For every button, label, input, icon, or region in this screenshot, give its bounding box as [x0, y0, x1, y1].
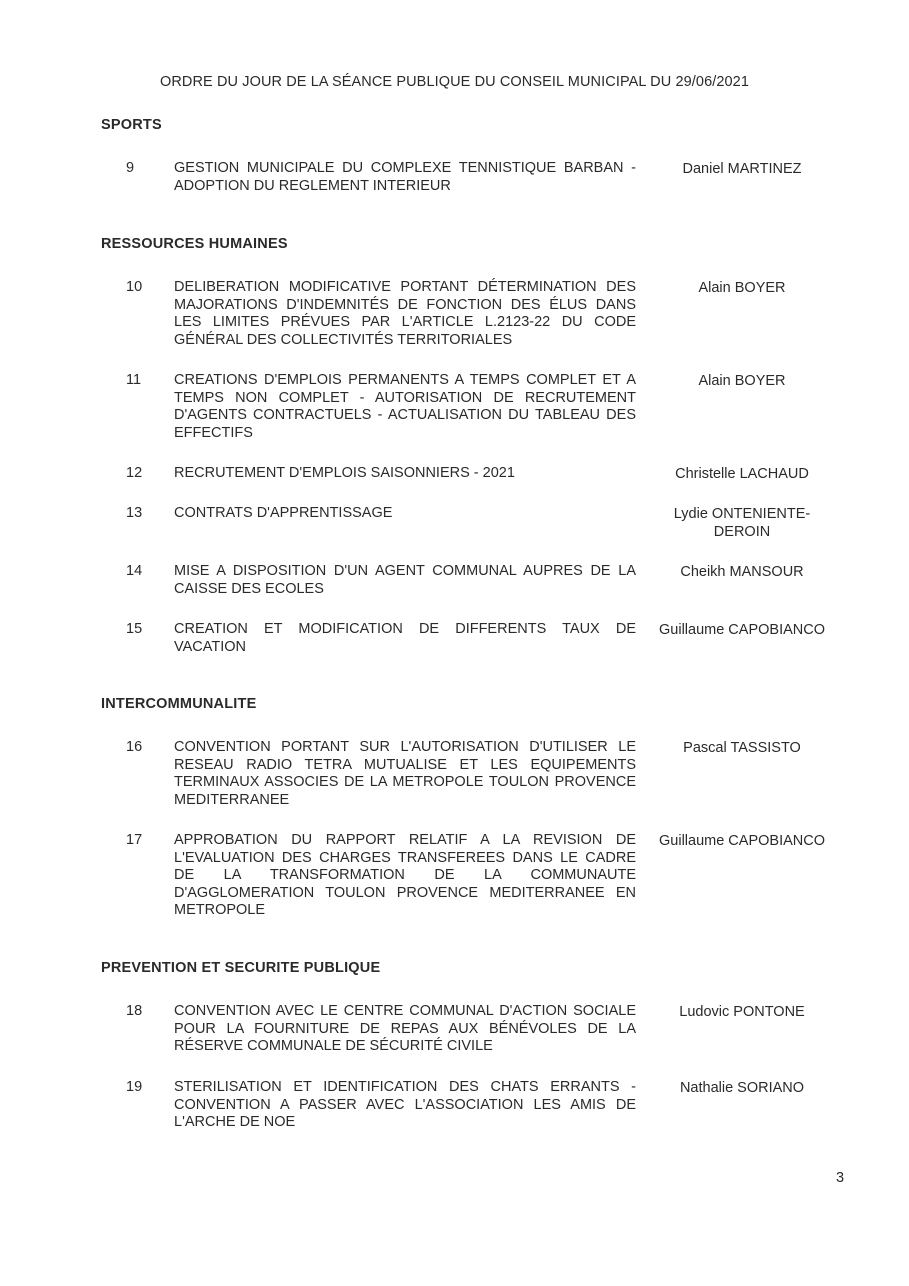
item-number: 12 — [126, 465, 143, 481]
item-title: DELIBERATION MODIFICATIVE PORTANT DÉTERMINATION DES MAJORATIONS D'INDEMNITÉS DE FONCTION DES ÉLUS DANS LES LIMITES PRÉVUES PAR L'ARTICLE L.2123-22 DU CODE GÉNÉRAL DES COLLECTIVITÉS TERRITORIALES — [174, 279, 636, 348]
item-number: 10 — [126, 279, 143, 295]
item-number: 17 — [126, 832, 143, 848]
item-number: 9 — [126, 160, 135, 176]
section-title-intercommunalite: INTERCOMMUNALITE — [101, 696, 257, 712]
item-number: 15 — [126, 621, 143, 637]
item-speaker: Nathalie SORIANO — [679, 1080, 805, 1096]
item-number: 11 — [126, 372, 142, 388]
item-speaker: Guillaume CAPOBIANCO — [659, 833, 825, 849]
item-speaker: Ludovic PONTONE — [679, 1004, 805, 1020]
item-number: 14 — [126, 563, 143, 579]
item-title: CONVENTION PORTANT SUR L'AUTORISATION D'UTILISER LE RESEAU RADIO TETRA MUTUALISE ET LES EQUIPEMENTS TERMINAUX ASSOCIES DE LA METROPOLE TOULON PROVENCE MEDITERRANEE — [174, 739, 636, 808]
page-number: 3 — [836, 1170, 845, 1186]
item-title: RECRUTEMENT D'EMPLOIS SAISONNIERS - 2021 — [174, 465, 515, 481]
item-number: 13 — [126, 505, 143, 521]
item-title: CONTRATS D'APPRENTISSAGE — [174, 505, 393, 521]
item-speaker: Alain BOYER — [698, 373, 786, 389]
item-speaker: Guillaume CAPOBIANCO — [659, 622, 825, 638]
item-speaker: Pascal TASSISTO — [683, 740, 801, 756]
item-number: 16 — [126, 739, 143, 755]
item-title: STERILISATION ET IDENTIFICATION DES CHATS ERRANTS - CONVENTION A PASSER AVEC L'ASSOCIATION LES AMIS DE L'ARCHE DE NOE — [174, 1079, 636, 1130]
item-speaker: Christelle LACHAUD — [675, 466, 809, 482]
item-title: GESTION MUNICIPALE DU COMPLEXE TENNISTIQUE BARBAN - ADOPTION DU REGLEMENT INTERIEUR — [174, 160, 636, 194]
item-title: MISE A DISPOSITION D'UN AGENT COMMUNAL AUPRES DE LA CAISSE DES ECOLES — [174, 563, 636, 597]
section-title-sports: SPORTS — [101, 117, 162, 133]
page-header: ORDRE DU JOUR DE LA SÉANCE PUBLIQUE DU CONSEIL MUNICIPAL DU 29/06/2021 — [159, 74, 750, 90]
item-speaker: Daniel MARTINEZ — [682, 161, 802, 177]
item-title: CONVENTION AVEC LE CENTRE COMMUNAL D'ACTION SOCIALE POUR LA FOURNITURE DE REPAS AUX BÉNÉVOLES DE LA RÉSERVE COMMUNALE DE SÉCURITÉ CIVILE — [174, 1003, 636, 1054]
item-speaker: Alain BOYER — [698, 280, 786, 296]
item-speaker: Lydie ONTENIENTE-DEROIN — [673, 506, 811, 540]
item-number: 18 — [126, 1003, 143, 1019]
section-title-prevention-securite: PREVENTION ET SECURITE PUBLIQUE — [101, 960, 381, 976]
section-title-ressources-humaines: RESSOURCES HUMAINES — [101, 236, 288, 252]
item-title: APPROBATION DU RAPPORT RELATIF A LA REVISION DE L'EVALUATION DES CHARGES TRANSFEREES DANS LE CADRE DE LA TRANSFORMATION DE LA COMMUNAUTE D'AGGLOMERATION TOULON PROVENCE MEDITERRANEE EN METROPOLE — [174, 832, 636, 918]
item-title: CREATIONS D'EMPLOIS PERMANENTS A TEMPS COMPLET ET A TEMPS NON COMPLET - AUTORISATION DE RECRUTEMENT D'AGENTS CONTRACTUELS - ACTUALISATION DU TABLEAU DES EFFECTIFS — [174, 372, 636, 441]
item-title: CREATION ET MODIFICATION DE DIFFERENTS TAUX DE VACATION — [174, 621, 636, 655]
item-speaker: Cheikh MANSOUR — [680, 564, 804, 580]
item-number: 19 — [126, 1079, 143, 1095]
